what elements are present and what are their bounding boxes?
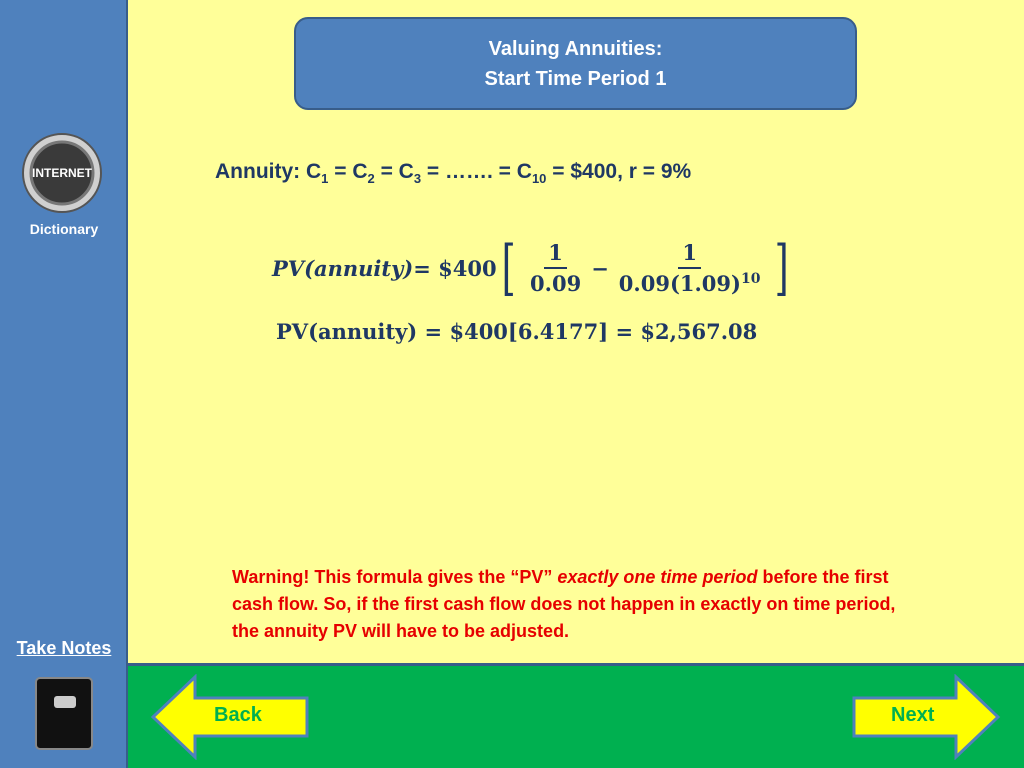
title-line-2: Start Time Period 1 <box>484 67 667 90</box>
fraction-1-denominator: 0.09 <box>530 271 582 296</box>
take-notes-link[interactable]: Take Notes <box>16 638 112 658</box>
internet-icon-text: INTERNET <box>32 166 92 180</box>
minus-sign: − <box>591 255 609 281</box>
sub-2: 2 <box>367 171 375 187</box>
annuity-eq-3: = ……. = C <box>421 160 532 183</box>
right-bracket: ] <box>775 233 790 303</box>
warning-part-2: before the first cash flow. So, if the first cash flow does not happen in exactly on time period, the annuity PV will have to be adjusted. <box>232 567 896 641</box>
back-button[interactable]: Back <box>214 704 262 726</box>
annuity-prefix: Annuity: C <box>215 160 322 183</box>
next-button[interactable]: Next <box>891 704 935 726</box>
dictionary-label[interactable]: Dictionary <box>29 221 99 237</box>
fraction-2 <box>615 240 765 296</box>
formula-lhs: PV(annuity) <box>272 255 414 281</box>
sub-1: 1 <box>321 171 329 187</box>
fraction-2-denominator <box>615 269 765 296</box>
internet-icon[interactable] <box>22 133 102 213</box>
warning-text <box>232 564 904 645</box>
fraction-1 <box>526 240 585 296</box>
fraction-2-den-exponent: 10 <box>740 271 761 287</box>
annuity-tail: = $400, r = 9% <box>546 160 692 183</box>
formula-amount: = $400 <box>413 255 497 281</box>
pv-result-formula: PV(annuity) = $400[6.4177] = $2,567.08 <box>276 319 758 344</box>
left-bracket: [ <box>501 233 516 303</box>
warning-emphasis: exactly one time period <box>557 567 758 587</box>
sub-3: 3 <box>413 171 422 187</box>
fraction-2-numerator: 1 <box>678 240 701 269</box>
title-line-1: Valuing Annuities: <box>488 37 663 60</box>
annuity-eq-1: = C <box>328 160 368 183</box>
fraction-1-numerator: 1 <box>544 240 567 269</box>
pv-formula <box>272 233 794 303</box>
annuity-definition <box>215 160 691 186</box>
warning-part-1: Warning! This formula gives the “PV” <box>232 567 558 587</box>
fraction-2-den-base: 0.09(1.09) <box>618 271 741 296</box>
page-title <box>294 17 857 110</box>
sidebar <box>0 0 128 768</box>
annuity-eq-2: = C <box>374 160 414 183</box>
sub-10: 10 <box>531 171 547 187</box>
notebook-icon[interactable] <box>34 676 94 751</box>
